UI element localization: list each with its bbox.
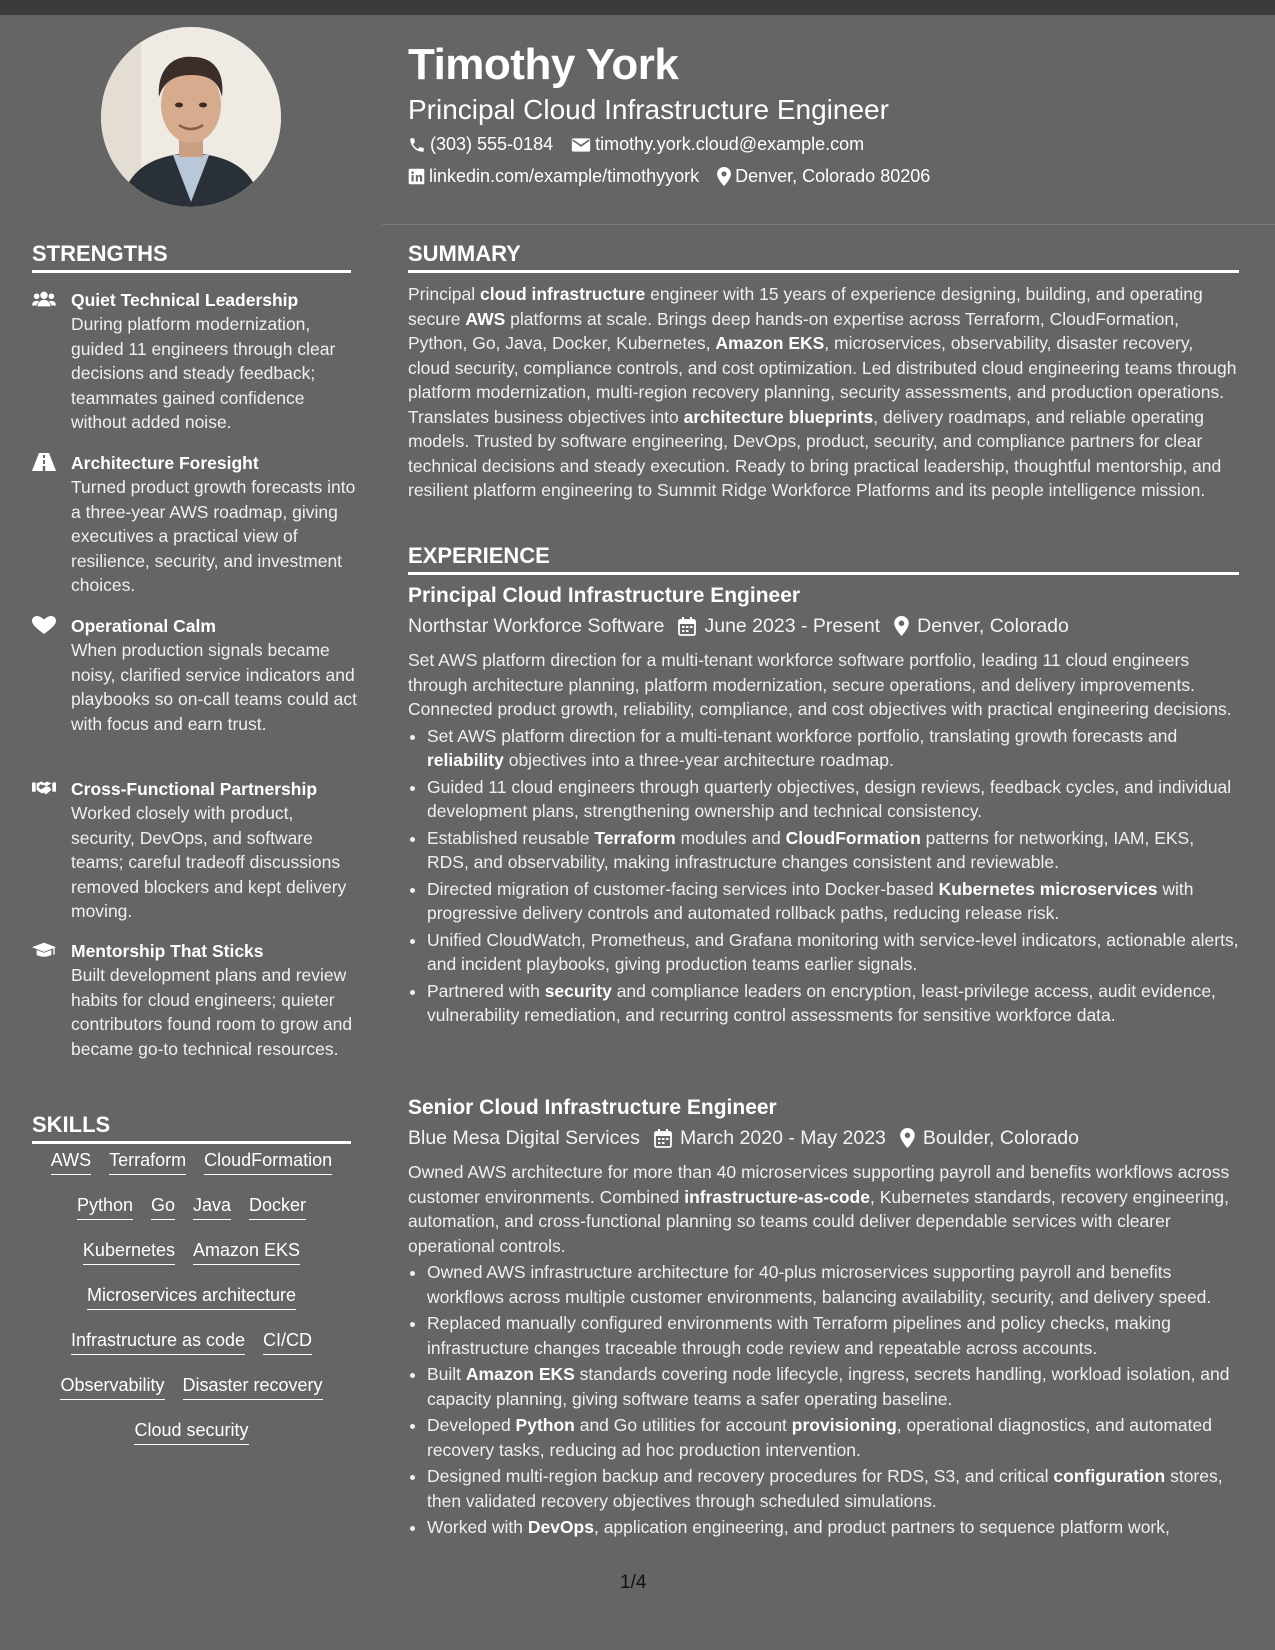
email-link[interactable]: timothy.york.cloud@example.com bbox=[595, 134, 865, 154]
job-bullet bbox=[427, 1260, 1239, 1309]
candidate-title: Principal Cloud Infrastructure Engineer bbox=[408, 94, 889, 125]
strength-item bbox=[32, 451, 357, 598]
job-bullet bbox=[427, 1362, 1239, 1411]
phone-text: (303) 555-0184 bbox=[430, 134, 554, 154]
skill-tag: CI/CD bbox=[263, 1328, 312, 1355]
bold-text: infrastructure-as-code bbox=[684, 1186, 870, 1207]
job-meta bbox=[408, 1122, 1239, 1154]
text-run: with progressive delivery controls and automated rollback paths, reducing release risk. bbox=[427, 878, 1194, 923]
text-run: Developed bbox=[427, 1415, 516, 1435]
map-marker-icon bbox=[894, 616, 909, 636]
skill-tag: Kubernetes bbox=[83, 1238, 175, 1265]
strengths-heading: STRENGTHS bbox=[32, 241, 351, 273]
linkedin-link[interactable]: linkedin.com/example/timothyyork bbox=[429, 166, 700, 186]
strength-description: During platform modernization, guided 11 engineers through clear decisions and steady feedback; teammates gained confidence without added noise. bbox=[71, 314, 336, 432]
bold-text: architecture blueprints bbox=[683, 406, 874, 427]
skill-row bbox=[32, 1328, 351, 1373]
text-run: Set AWS platform direction for a multi-tenant workforce software portfolio, leading 11 cloud engineers through architecture planning, platform modernization, secure operations, and delivery improvements. Connected product growth, reliability, compliance, and cost objectives with practical engineering decisions. bbox=[408, 650, 1232, 719]
bold-text: Kubernetes microservices bbox=[938, 878, 1158, 899]
bold-text: Terraform bbox=[594, 827, 676, 848]
text-run: Established reusable bbox=[427, 827, 595, 848]
text-run: , microservices, observability, disaster recovery, cloud security, compliance controls, and cost optimization. Led distributed cloud engineering teams through platform modernization, multi-region recovery planning, security assessments, and production operations. Translates business objectives into bbox=[408, 333, 1237, 427]
strength-description: When production signals became noisy, clarified service indicators and playbooks so on-call teams could act with focus and earn trust. bbox=[71, 640, 357, 734]
bold-text: reliability bbox=[427, 750, 504, 770]
skill-row bbox=[32, 1418, 351, 1463]
job-dates: March 2020 - May 2023 bbox=[679, 1126, 886, 1149]
bold-text: security bbox=[544, 980, 612, 1001]
skill-tag: Infrastructure as code bbox=[71, 1328, 245, 1355]
bold-text: cloud infrastructure bbox=[479, 284, 646, 304]
strength-item bbox=[32, 777, 357, 924]
phone-icon bbox=[408, 136, 426, 154]
strength-description: Turned product growth forecasts into a three-year AWS roadmap, giving executives a practical view of resilience, security, and investment choices. bbox=[71, 477, 356, 595]
text-run: Partnered with bbox=[427, 980, 545, 1001]
users-icon bbox=[32, 290, 56, 308]
skill-tag: AWS bbox=[51, 1148, 91, 1175]
text-run: , delivery roadmaps, and reliable operating models. Trusted by software engineering, DevOps, product, security, and compliance partners for clear technical decisions and steady execution. Ready to bring practical leadership, thoughtful mentorship, and resilient platform engineering to Summit Ridge Workforce Platforms and its people intelligence mission. bbox=[408, 406, 1222, 500]
job-bullet bbox=[427, 928, 1239, 977]
strength-description: Built development plans and review habits for cloud engineers; quieter contributors found room to grow and became go-to technical resources. bbox=[71, 965, 353, 1059]
calendar-icon bbox=[678, 617, 696, 636]
job-bullet bbox=[427, 1464, 1239, 1513]
job-location: Boulder, Colorado bbox=[922, 1126, 1079, 1149]
skill-tag: Java bbox=[193, 1193, 231, 1220]
linkedin-icon bbox=[408, 168, 425, 185]
contact-row-1 bbox=[408, 134, 882, 155]
strength-title: Mentorship That Sticks bbox=[71, 941, 264, 961]
job-entry bbox=[408, 1094, 1239, 1542]
skill-tag: Disaster recovery bbox=[183, 1373, 323, 1400]
job-bullet bbox=[427, 775, 1239, 824]
text-run: , Kubernetes standards, recovery engineering, automation, and cross-functional planning so teams could deliver dependable services with clearer operational controls. bbox=[408, 1186, 1229, 1256]
job-summary bbox=[408, 1160, 1239, 1258]
map-marker-icon bbox=[900, 1128, 915, 1148]
skill-tag: Python bbox=[77, 1193, 133, 1220]
skill-tag: Microservices architecture bbox=[87, 1283, 296, 1310]
bold-text: Python bbox=[515, 1415, 575, 1435]
bold-text: Amazon EKS bbox=[715, 333, 825, 353]
job-bullet bbox=[427, 1413, 1239, 1462]
text-run: Built bbox=[427, 1364, 466, 1384]
handshake-icon bbox=[32, 779, 56, 797]
job-company: Northstar Workforce Software bbox=[408, 614, 665, 637]
location-item bbox=[717, 166, 930, 187]
bold-text: configuration bbox=[1053, 1466, 1166, 1486]
skill-row bbox=[32, 1373, 351, 1418]
job-bullet bbox=[427, 877, 1239, 926]
bold-text: DevOps bbox=[527, 1517, 594, 1537]
job-bullet bbox=[427, 1311, 1239, 1360]
candidate-name: Timothy York bbox=[408, 40, 679, 89]
strength-item bbox=[32, 939, 357, 1061]
strength-title: Architecture Foresight bbox=[71, 453, 259, 473]
text-run: Designed multi-region backup and recovery procedures for RDS, S3, and critical bbox=[427, 1466, 1054, 1486]
text-run: Worked with bbox=[427, 1517, 528, 1537]
heart-icon bbox=[32, 616, 56, 634]
experience-heading: EXPERIENCE bbox=[408, 543, 1239, 575]
text-run: and Go utilities for account bbox=[574, 1415, 792, 1435]
text-run: stores, then validated recovery objectives through scheduled simulations. bbox=[427, 1466, 1223, 1511]
skill-tag: Amazon EKS bbox=[193, 1238, 300, 1265]
bold-text: AWS bbox=[465, 308, 506, 329]
contact-row-2 bbox=[408, 166, 948, 187]
text-run: modules and bbox=[675, 827, 786, 848]
skill-row bbox=[32, 1148, 351, 1193]
text-run: Owned AWS architecture for more than 40 microservices supporting payroll and benefits workflows across customer environments. Combined bbox=[408, 1162, 1230, 1207]
job-bullet bbox=[427, 1515, 1239, 1540]
skill-row bbox=[32, 1238, 351, 1283]
text-run: Principal bbox=[408, 284, 480, 304]
skill-tag: Terraform bbox=[109, 1148, 186, 1175]
job-bullet bbox=[427, 979, 1239, 1028]
linkedin-item[interactable] bbox=[408, 166, 699, 187]
bold-text: CloudFormation bbox=[785, 827, 921, 848]
skill-tag: Observability bbox=[60, 1373, 164, 1400]
job-bullet bbox=[427, 826, 1239, 875]
text-run: Replaced manually configured environments with Terraform pipelines and policy checks, making infrastructure changes traceable through code review and repeatable across accounts. bbox=[427, 1313, 1171, 1358]
job-meta bbox=[408, 610, 1239, 642]
job-location: Denver, Colorado bbox=[917, 614, 1069, 637]
summary-heading: SUMMARY bbox=[408, 241, 1239, 273]
skill-row bbox=[32, 1283, 351, 1328]
text-run: Unified CloudWatch, Prometheus, and Grafana monitoring with service-level indicators, actionable alerts, and incident playbooks, giving production teams earlier signals. bbox=[427, 929, 1239, 974]
skills-list bbox=[32, 1148, 351, 1463]
strength-item bbox=[32, 614, 357, 736]
job-bullets bbox=[408, 1260, 1239, 1540]
text-run: Set AWS platform direction for a multi-tenant workforce portfolio, translating growth forecasts and bbox=[427, 725, 1178, 746]
job-bullets bbox=[408, 724, 1239, 1028]
envelope-icon bbox=[571, 137, 591, 153]
graduation-cap-icon bbox=[32, 941, 56, 959]
bold-text: Amazon EKS bbox=[465, 1364, 575, 1384]
strength-title: Operational Calm bbox=[71, 616, 216, 636]
text-run: and compliance leaders on encryption, least-privilege access, audit evidence, vulnerability remediation, and recurring control assessments for sensitive workforce data. bbox=[427, 980, 1216, 1025]
skill-tag: CloudFormation bbox=[204, 1148, 332, 1175]
strength-title: Quiet Technical Leadership bbox=[71, 290, 299, 310]
job-bullet bbox=[427, 724, 1239, 773]
skill-tag: Go bbox=[151, 1193, 175, 1220]
text-run: , operational diagnostics, and automated recovery tasks, reducing ad hoc production intervention. bbox=[427, 1415, 1212, 1460]
strength-title: Cross-Functional Partnership bbox=[71, 779, 318, 799]
location-text: Denver, Colorado 80206 bbox=[735, 166, 931, 186]
job-dates: June 2023 - Present bbox=[704, 614, 881, 637]
job-entry bbox=[408, 582, 1239, 1030]
text-run: patterns for networking, IAM, EKS, RDS, and observability, making infrastructure changes consistent and reviewable. bbox=[427, 827, 1195, 872]
bold-text: provisioning bbox=[791, 1415, 897, 1435]
job-summary bbox=[408, 648, 1239, 722]
text-run: , application engineering, and product partners to sequence platform work, bbox=[593, 1517, 1170, 1537]
text-run: platforms at scale. Brings deep hands-on expertise across Terraform, CloudFormation, Python, Go, Java, Docker, Kubernetes, bbox=[408, 308, 1179, 353]
text-run: Guided 11 cloud engineers through quarterly objectives, design reviews, feedback cycles, and individual development plans, strengthening ownership and technical consistency. bbox=[427, 776, 1232, 821]
job-title: Senior Cloud Infrastructure Engineer bbox=[408, 1096, 777, 1119]
skill-tag: Docker bbox=[249, 1193, 306, 1220]
top-bar bbox=[0, 0, 1275, 15]
job-company: Blue Mesa Digital Services bbox=[408, 1126, 640, 1149]
header-divider bbox=[382, 224, 1275, 225]
email-item[interactable] bbox=[571, 134, 864, 155]
skills-heading: SKILLS bbox=[32, 1112, 351, 1144]
text-run: Owned AWS infrastructure architecture for 40-plus microservices supporting payroll and benefits workflows across multiple customer environments, balancing availability, security, and delivery speed. bbox=[427, 1262, 1212, 1307]
skill-row bbox=[32, 1193, 351, 1238]
text-run: Directed migration of customer-facing services into Docker-based bbox=[427, 878, 939, 899]
calendar-icon bbox=[654, 1129, 672, 1148]
profile-photo bbox=[101, 27, 281, 207]
strength-description: Worked closely with product, security, DevOps, and software teams; careful tradeoff discussions removed blockers and kept delivery moving. bbox=[71, 803, 347, 921]
text-run: objectives into a three-year architecture roadmap. bbox=[503, 750, 894, 770]
skill-tag: Cloud security bbox=[134, 1418, 248, 1445]
road-icon bbox=[32, 453, 56, 471]
map-marker-icon bbox=[717, 167, 731, 186]
job-title: Principal Cloud Infrastructure Engineer bbox=[408, 584, 801, 607]
text-run: engineer with 15 years of experience designing, building, and operating secure bbox=[408, 284, 1203, 329]
strength-item bbox=[32, 288, 357, 435]
phone-item bbox=[408, 134, 553, 155]
summary-text bbox=[408, 282, 1239, 503]
text-run: standards covering node lifecycle, ingress, secrets handling, workload isolation, and capacity planning, giving software teams a safer operating baseline. bbox=[427, 1364, 1230, 1409]
page-number: 1/4 bbox=[620, 1572, 647, 1593]
